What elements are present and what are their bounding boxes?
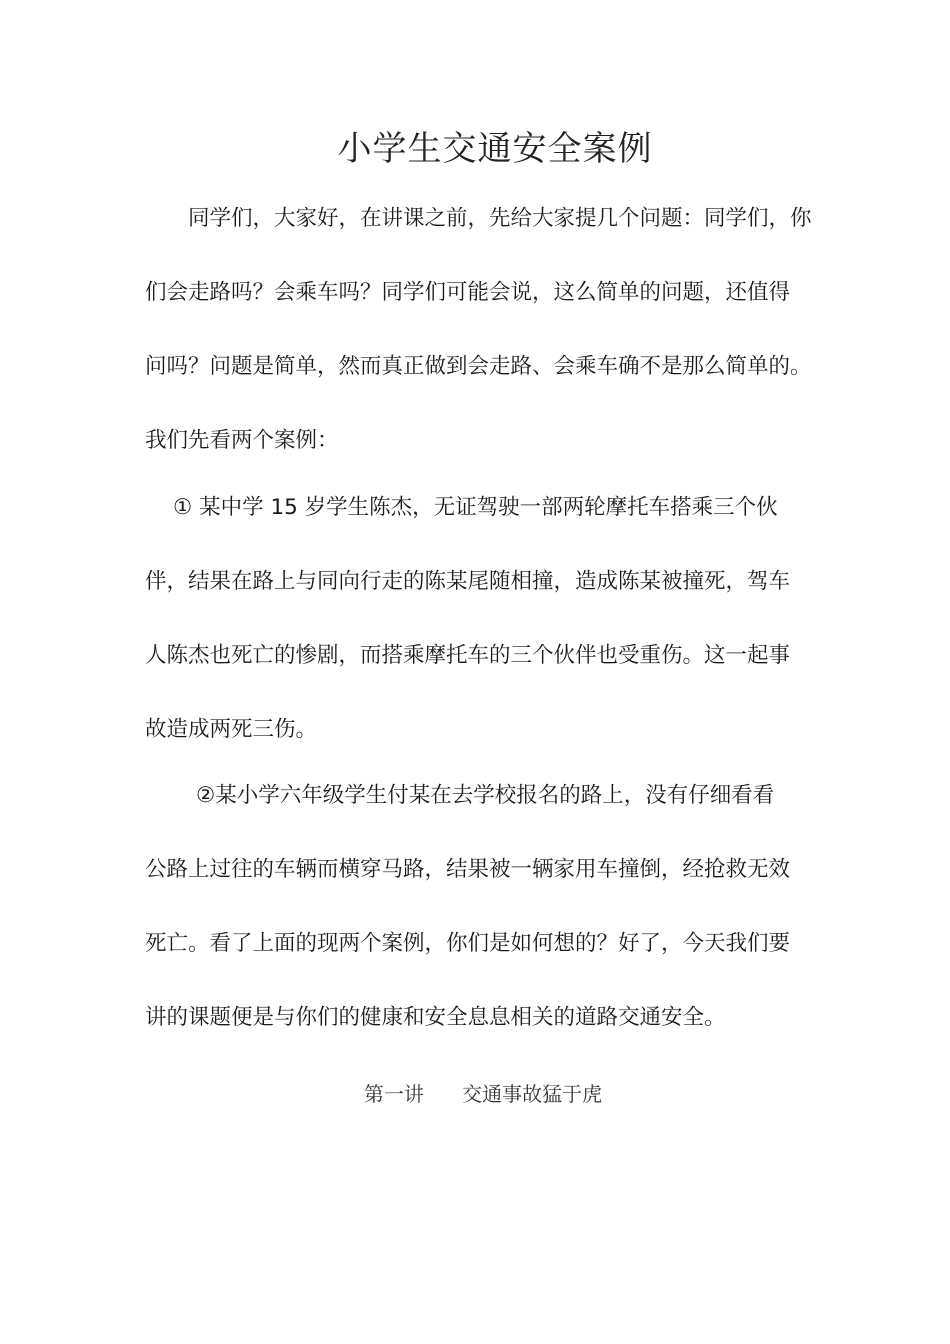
document-title: 小学生交通安全案例	[337, 129, 653, 169]
paragraph-line: 我们先看两个案例：	[145, 428, 339, 453]
paragraph-line: 公路上过往的车辆而横穿马路，结果被一辆家用车撞倒，经抢救无效	[145, 857, 791, 882]
paragraph-line: ②某小学六年级学生付某在去学校报名的路上，没有仔细看看	[196, 783, 775, 808]
paragraph-line: 们会走路吗？会乘车吗？同学们可能会说，这么简单的问题，还值得	[145, 280, 791, 305]
paragraph-line: 问吗？问题是简单，然而真正做到会走路、会乘车确不是那么简单的。	[145, 354, 812, 379]
paragraph-line: 故造成两死三伤。	[145, 717, 318, 742]
paragraph-line: 死亡。看了上面的现两个案例，你们是如何想的？好了，今天我们要	[145, 931, 791, 956]
paragraph-line: 同学们，大家好，在讲课之前，先给大家提几个问题：同学们，你	[188, 206, 812, 231]
paragraph-line: ① 某中学 15 岁学生陈杰，无证驾驶一部两轮摩托车搭乘三个伙	[173, 495, 778, 520]
section-heading: 第一讲 交通事故猛于虎	[363, 1082, 603, 1106]
paragraph-line: 人陈杰也死亡的惨剧，而搭乘摩托车的三个伙伴也受重伤。这一起事	[145, 643, 791, 668]
paragraph-line: 伴，结果在路上与同向行走的陈某尾随相撞，造成陈某被撞死，驾车	[145, 569, 791, 594]
paragraph-line: 讲的课题便是与你们的健康和安全息息相关的道路交通安全。	[145, 1005, 726, 1030]
